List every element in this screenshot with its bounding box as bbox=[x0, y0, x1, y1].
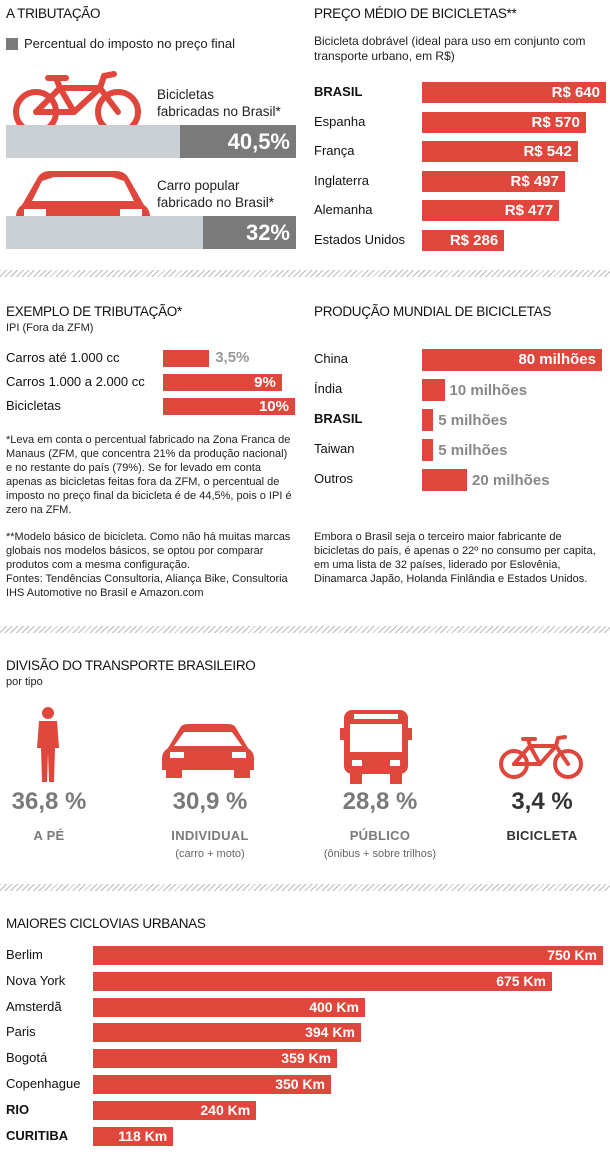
production-bar bbox=[422, 379, 445, 401]
example-bar-label: 3,5% bbox=[215, 349, 250, 366]
cycleway-bar-label: 359 Km bbox=[281, 1050, 332, 1067]
transport-pct-public: 28,8 % bbox=[342, 788, 418, 815]
production-row-label: Outros bbox=[314, 471, 354, 486]
production-bar-label: 80 milhões bbox=[518, 351, 596, 368]
price-bar-label: R$ 286 bbox=[449, 231, 499, 249]
price-bar-label: R$ 497 bbox=[510, 172, 559, 190]
cycleway-row-label: Paris bbox=[6, 1024, 36, 1040]
production-row-label: Índia bbox=[314, 381, 343, 396]
example-bar bbox=[163, 350, 209, 367]
price-subtitle: Bicicleta dobrável (ideal para uso em conjunto com transporte urbano, em R$) bbox=[314, 34, 586, 63]
cycleway-row-label: Copenhague bbox=[6, 1076, 81, 1091]
price-bar-label: R$ 542 bbox=[523, 143, 572, 160]
tax-legend: Percentual do imposto no preço final bbox=[24, 36, 236, 51]
person-icon bbox=[34, 706, 62, 782]
example-bar-label: 9% bbox=[254, 374, 276, 391]
example-title: EXEMPLO DE TRIBUTAÇÃO* bbox=[6, 304, 182, 319]
production-bar-label: 5 milhões bbox=[438, 442, 508, 459]
price-bar-label: R$ 477 bbox=[504, 202, 554, 219]
cycleway-bar-label: 394 Km bbox=[305, 1024, 355, 1041]
cycleway-row-label: RIO bbox=[6, 1101, 30, 1117]
cycleway-bar-label: 350 Km bbox=[275, 1076, 325, 1092]
price-row-label: Espanha bbox=[314, 113, 366, 129]
section-divider bbox=[0, 626, 610, 633]
production-row-label: Taiwan bbox=[314, 441, 355, 456]
bus-icon bbox=[340, 708, 412, 784]
transport-cat-walk: A PÉ bbox=[33, 828, 65, 843]
cycleway-bar-label: 118 Km bbox=[118, 1127, 168, 1144]
cycleway-row-label: Amsterdã bbox=[6, 998, 62, 1014]
tax-title: A TRIBUTAÇÃO bbox=[6, 6, 101, 21]
price-bar-label: R$ 570 bbox=[531, 113, 580, 131]
example-subtitle: IPI (Fora da ZFM) bbox=[6, 322, 94, 334]
tax-car-value: 32% bbox=[245, 220, 290, 245]
cycleway-bar-label: 750 Km bbox=[547, 947, 597, 963]
production-note: Embora o Brasil seja o terceiro maior fabricante de bicicletas do país, é apenas o 22º no consumo per capita, em uma lista de 32 países, liderado por Eslovênia, Dinamarca Japão, Holanda Finlândia e Estados Unidos. bbox=[314, 531, 596, 585]
example-note-2: **Modelo básico de bicicleta. Como não há muitas marcas globais nos modelos básicos, se optou por comparar produtos com a mesma configuração. Fontes: Tendências Consultoria, Aliança Bike, Consultoria IHS Automotive no Brasil e Amazon.com bbox=[6, 531, 291, 599]
legend-swatch bbox=[6, 38, 18, 50]
production-title: PRODUÇÃO MUNDIAL DE BICICLETAS bbox=[314, 304, 552, 319]
transport-pct-bicycle: 3,4 % bbox=[511, 788, 573, 815]
tax-bike-rest bbox=[6, 125, 180, 158]
cycleway-bar-label: 675 Km bbox=[496, 972, 546, 989]
example-row-label: Bicicletas bbox=[6, 398, 61, 413]
production-bar-label: 5 milhões bbox=[438, 412, 508, 429]
section-divider bbox=[0, 270, 610, 277]
tax-car-rest bbox=[6, 216, 203, 249]
production-row-label: China bbox=[314, 351, 348, 366]
section-divider bbox=[0, 884, 610, 891]
transport-pct-walk: 36,8 % bbox=[11, 788, 87, 815]
production-bar bbox=[422, 439, 433, 461]
transport-pct-individual: 30,9 % bbox=[172, 788, 248, 815]
bicycle-icon bbox=[498, 734, 584, 780]
price-title: PREÇO MÉDIO DE BICICLETAS** bbox=[314, 6, 517, 21]
price-row-label: Estados Unidos bbox=[314, 231, 406, 247]
transport-cat-public: PÚBLICO bbox=[349, 828, 411, 843]
price-bar-label: R$ 640 bbox=[551, 84, 600, 101]
car-icon bbox=[160, 722, 256, 780]
cycleway-row-label: Berlim bbox=[6, 947, 43, 962]
production-bar bbox=[422, 409, 433, 431]
price-row-label: França bbox=[314, 143, 355, 158]
cycleway-row-label: Bogotá bbox=[6, 1050, 48, 1066]
transport-title: DIVISÃO DO TRANSPORTE BRASILEIRO bbox=[6, 658, 256, 673]
cycleway-row-label: Nova York bbox=[6, 972, 66, 988]
cycleway-bar-label: 400 Km bbox=[309, 998, 359, 1015]
example-row-label: Carros até 1.000 cc bbox=[6, 350, 120, 365]
price-row-label: BRASIL bbox=[314, 84, 363, 99]
transport-cat-bicycle: BICICLETA bbox=[506, 828, 578, 843]
production-bar-label: 10 milhões bbox=[449, 382, 528, 399]
production-row-label: BRASIL bbox=[314, 411, 363, 426]
example-row-label: Carros 1.000 a 2.000 cc bbox=[6, 374, 145, 389]
tax-bike-label: Bicicletas fabricadas no Brasil* bbox=[157, 87, 281, 119]
tax-bike-value: 40,5% bbox=[227, 129, 290, 154]
cycleway-row-label: CURITIBA bbox=[6, 1127, 69, 1143]
transport-sub-public: (ônibus + sobre trilhos) bbox=[323, 848, 437, 860]
production-bar bbox=[422, 469, 467, 491]
cycleways-title: MAIORES CICLOVIAS URBANAS bbox=[6, 916, 206, 931]
example-bar-label: 10% bbox=[258, 398, 289, 415]
transport-cat-individual: INDIVIDUAL bbox=[171, 828, 249, 843]
price-row-label: Alemanha bbox=[314, 202, 373, 217]
price-row-label: Inglaterra bbox=[314, 172, 369, 188]
tax-car-label: Carro popular fabricado no Brasil* bbox=[157, 178, 275, 210]
cycleway-bar-label: 240 Km bbox=[200, 1101, 251, 1118]
transport-subtitle: por tipo bbox=[6, 676, 43, 688]
production-bar-label: 20 milhões bbox=[472, 472, 550, 489]
example-note-1: *Leva em conta o percentual fabricado na Zona Franca de Manaus (ZFM, que concentra 21% da produção nacional) e no restante do país (79%). Se for levado em conta apenas as bicicletas feitas fora da ZFM, o percentual de imposto no preço final da bicicleta é de 44,5%, pois o IPI é zero na ZFM. bbox=[6, 434, 292, 516]
transport-sub-individual: (carro + moto) bbox=[175, 848, 245, 860]
